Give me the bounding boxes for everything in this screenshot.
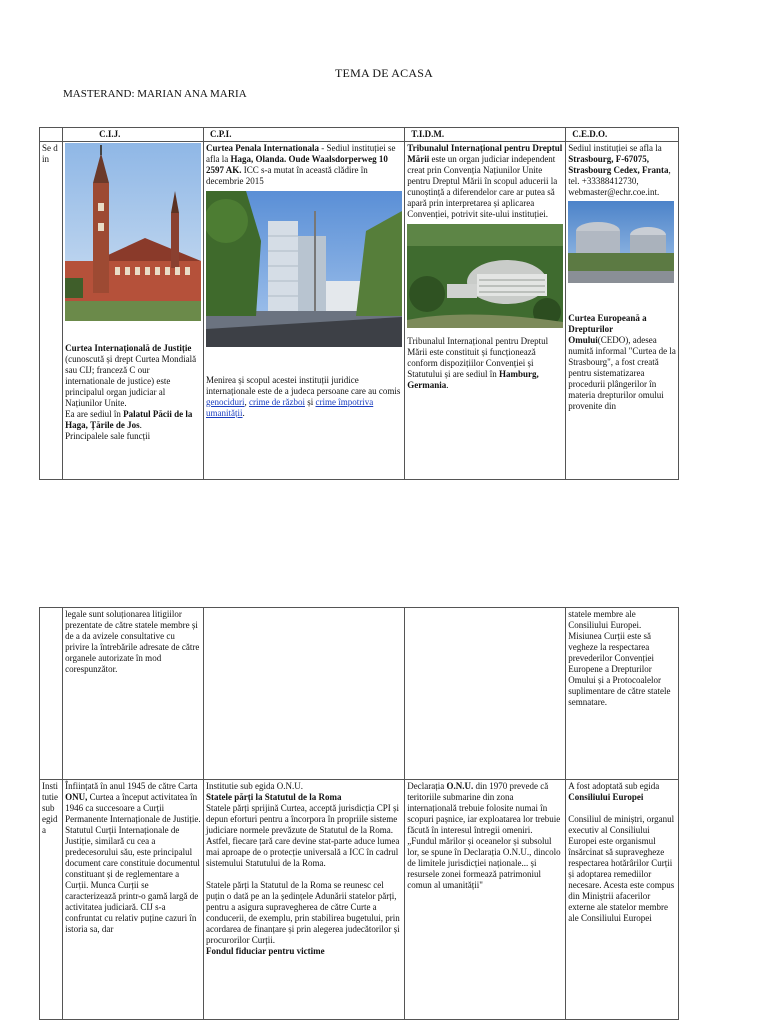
cell-tidm-sediu (405, 142, 566, 480)
cell-cpi-continuation (204, 608, 405, 780)
cpi-seat-text: Curtea Penala Internationala - Sediul instituției se afla la Haga, Olanda. Oude Waalsdorperweg 10 2597 AK. ICC s-a mutat în această clădire în decembrie 2015 (206, 143, 396, 186)
cedo-seat-text: Sediul instituției se afla la Strasbourg, F-67075, Strasbourg Cedex, Franta, tel. +33388412730, webmaster@echr.coe.int. (568, 143, 671, 197)
row2-label-cell (40, 608, 63, 780)
cij-description: Curtea Internațională de Justiție (cunoscută și drept Curtea Mondială sau CIJ; franceză C our internationale de justice) este principalul organ judiciar al Națiunilor Unite. Ea are sediul în Palatul Păcii de la Haga, Țările de Jos. Principalele sale funcții (65, 343, 197, 441)
header-cij: C.I.J. (63, 128, 204, 142)
cell-cedo-sediu (566, 142, 679, 480)
itlos-building-photo (407, 224, 563, 328)
tidm-description: Tribunalul Internațional pentru Dreptul Mării este un organ judiciar independent creat prin Convenția Națiunilor Unite pentru Dreptul Mării în scopul aducerii la cunoștință a diferendelor care ar putea să apară prin interpretarea și aplicarea Convenției, potrivit site-ului instituției. (407, 143, 563, 219)
cell-tidm-egida: Declarația O.N.U. din 1970 prevede că teritoriile submarine din zona internațională trebuie folosite numai în scopuri pașnice, iar exploatarea lor trebuie făcută în interesul întregii omeniri. „Fundul mărilor și oceanelor și subsolul lor, se spune în Declarația O.N.U., dincolo de limitele jurisdicției naționale... și resursele zonei formează patrimoniul comun al umanității" (405, 780, 566, 1020)
cedo-description: Curtea Europeană a Drepturilor Omului(CEDO), adesea numită informal "Curtea de la Strasbourg", a fost creată pentru sistematizarea procedurii plângerilor în materia drepturilor omului provenite din (568, 313, 676, 411)
cpi-mission-text: Menirea și scopul acestei instituții juridice internaționale este de a judeca persoane care au comis genociduri, crime de război și crime împotriva umanității. (206, 375, 401, 418)
cpi-states-paragraph: Statele părți sprijină Curtea, acceptă jurisdicția CPI și depun eforturi pentru a încorpora în propriile sisteme judiciare normele prevăzute de Statutul de la Roma. Astfel, fiecare țară care devine stat-parte aduce lumea mai aproape de o protecție universală a ICC în cadrul sistemului Statutului de la Roma. (206, 803, 400, 868)
table-header-row (40, 128, 679, 142)
cell-cedo-continuation: statele membre ale Consiliului Europei. Misiunea Curții este să vegheze la respectarea prevederilor Convenției Europene a Drepturilor Omului și a Protocoalelor suplimentare de către statele semnatare. (566, 608, 679, 780)
cell-cpi-egida (204, 780, 405, 1020)
row-label-sediu: Se din (40, 142, 63, 480)
echr-building-photo (568, 201, 674, 283)
icc-building-photo (206, 191, 402, 347)
cpi-states-heading: Statele părți la Statutul de la Roma (206, 792, 342, 802)
cell-cedo-egida: A fost adoptată sub egida Consiliului Europei Consiliul de miniștri, organul executiv al Consiliului Europei este organismul însărcinat să supravegheze respectarea hotărârilor Curții și adoptarea remediilor necesare. Acesta este compus din Miniștrii afacerilor externe ale statelor membre ale Consiliului Europei (566, 780, 679, 1020)
student-name: MASTERAND: MARIAN ANA MARIA (63, 88, 247, 100)
cpi-assembly-paragraph: Statele părți la Statutul de la Roma se reunesc cel puțin o dată pe an la ședințele Adunării statelor părți, pentru a asigura supravegherea de către Curte a conducerii, de exemplu, prin stabilirea bugetului, prin acordarea de finanțare și prin alegerea judecătorilor și procurorilor Curții. (206, 880, 400, 945)
header-empty-cell (40, 128, 63, 142)
peace-palace-photo (65, 143, 201, 321)
document-title: TEMA DE ACASA (335, 66, 433, 80)
genocide-link[interactable]: genociduri (206, 397, 245, 407)
comparison-table-part1 (39, 127, 679, 480)
cpi-trust-fund-heading: Fondul fiduciar pentru victime (206, 946, 325, 956)
header-cpi: C.P.I. (204, 128, 405, 142)
table-row-continuation (40, 608, 679, 780)
cell-cij-sediu (63, 142, 204, 480)
cell-tidm-continuation (405, 608, 566, 780)
cell-cij-continuation: legale sunt soluționarea litigiilor prezentate de către statele membre și de a da avizele consultative cu privire la întrebările adresate de către organele autorizate în mod corespunzător. (63, 608, 204, 780)
table-row-sediu (40, 142, 679, 480)
comparison-table-part2 (39, 607, 679, 1020)
header-cedo: C.E.D.O. (566, 128, 679, 142)
row-label-egida: Institutie sub egida (40, 780, 63, 1020)
cell-cij-egida: Înființată în anul 1945 de către Carta ONU, Curtea a început activitatea în 1946 ca succesoare a Curții Permanente Internaționale de Justiție. Statutul Curții Internaționale de Justiție, similară cu cea a predecesorului său, este principalul document care constituie documentul constituant și de reglementare a Curții. Munca Curții se caracterizează printr-o gamă largă de activitatea judiciară. CIJ s-a confruntat cu relativ puține cazuri în istoria sa, dar (63, 780, 204, 1020)
crimes-against-humanity-link[interactable]: crime împotriva umanității (206, 397, 374, 418)
header-tidm: T.I.D.M. (405, 128, 566, 142)
tidm-seat-text: Tribunalul Internațional pentru Dreptul Mării este constituit și funcționează conform dispozițiilor Convenției și Statutului și are sediul în Hamburg, Germania. (407, 336, 549, 390)
cell-cpi-sediu (204, 142, 405, 480)
table-row-egida (40, 780, 679, 1020)
war-crimes-link[interactable]: crime de război (249, 397, 305, 407)
cpi-egida-intro: Institutie sub egida O.N.U. (206, 781, 304, 791)
cedo-council-paragraph: Consiliul de miniștri, organul executiv al Consiliului Europei este organismul însărcinat să supravegheze respectarea hotărârilor Curții și adoptarea remediilor necesare. Acesta este compus din Miniștrii afacerilor externe ale statelor membre ale Consiliului Europei (568, 814, 675, 923)
